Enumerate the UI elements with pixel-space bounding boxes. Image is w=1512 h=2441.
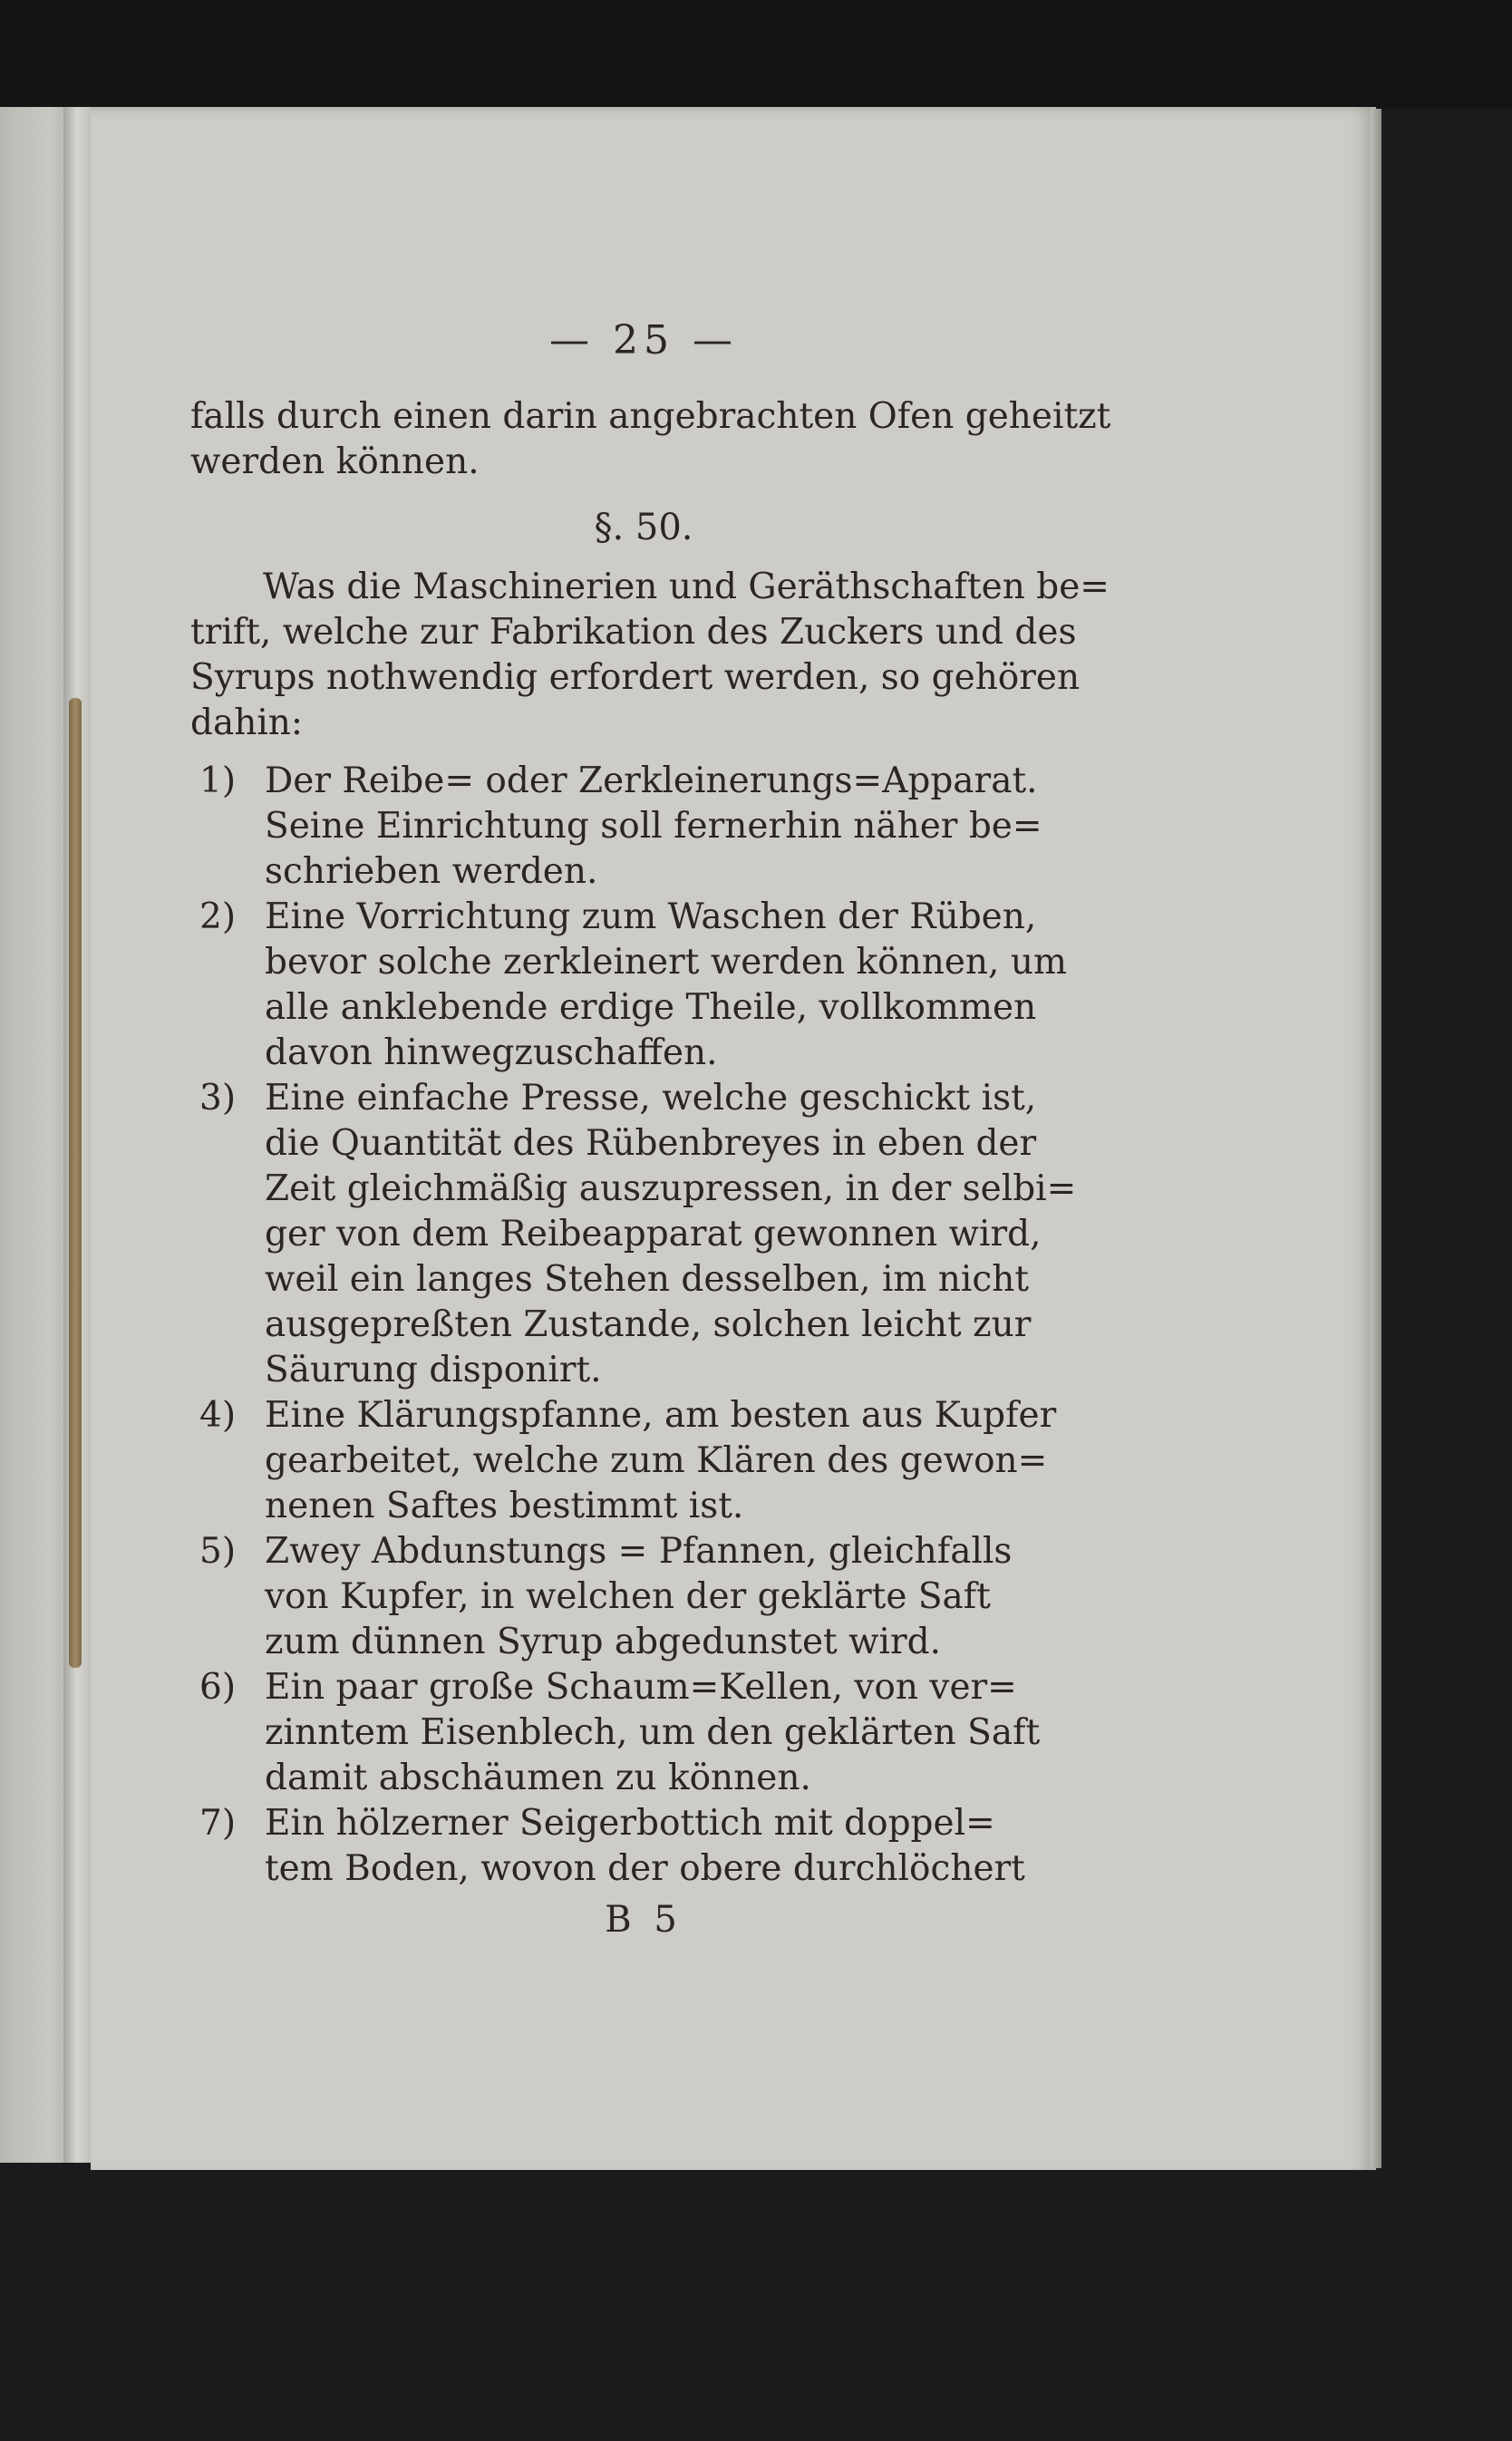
text-line: falls durch einen darin angebrachten Ofen geheitzt <box>190 396 1111 437</box>
list-number: 2) <box>199 896 237 937</box>
text-line: werden können. <box>190 441 480 482</box>
list-number: 7) <box>199 1803 237 1844</box>
text-line: Der Reibe= oder Zerkleinerungs=Apparat. <box>265 760 1038 801</box>
text-line: ausgepreßten Zustande, solchen leicht zur <box>265 1304 1032 1345</box>
list-number: 5) <box>199 1531 237 1572</box>
text-line: weil ein langes Stehen desselben, im nicht <box>265 1259 1030 1300</box>
text-line: Ein hölzerner Seigerbottich mit doppel= <box>265 1803 995 1844</box>
text-line: gearbeitet, welche zum Klären des gewon= <box>265 1440 1048 1481</box>
text-line: zinntem Eisenblech, um den geklärten Saft <box>265 1712 1041 1753</box>
text-line: alle anklebende erdige Theile, vollkommen <box>265 987 1037 1028</box>
list-item <box>190 759 1097 895</box>
text-line: Eine einfache Presse, welche geschickt ist, <box>265 1078 1037 1119</box>
list-item <box>190 895 1097 1076</box>
text-line: Was die Maschinerien und Geräthschaften be= <box>263 567 1110 607</box>
text-line: zum dünnen Syrup abgedunstet wird. <box>265 1622 941 1662</box>
text-line: Syrups nothwendig erfordert werden, so gehören <box>190 657 1081 698</box>
intro-paragraph <box>190 565 1110 746</box>
list-item <box>190 1801 1097 1892</box>
text-line: Zwey Abdunstungs = Pfannen, gleichfalls <box>265 1531 1013 1572</box>
page-number: — 25 — <box>549 317 738 363</box>
spine-binding <box>69 698 82 1668</box>
text-line: davon hinwegzuschaffen. <box>265 1032 718 1073</box>
text-line: Ein paar große Schaum=Kellen, von ver= <box>265 1667 1017 1708</box>
text-line: Eine Vorrichtung zum Waschen der Rüben, <box>265 896 1037 937</box>
text-line: die Quantität des Rübenbreyes in eben der <box>265 1123 1037 1164</box>
list-item <box>190 1076 1097 1393</box>
opening-paragraph <box>190 394 1111 485</box>
list-number: 4) <box>199 1395 237 1436</box>
text-line: tem Boden, wovon der obere durchlöchert <box>265 1848 1025 1889</box>
page-content <box>190 317 1111 1941</box>
text-line: Seine Einrichtung soll fernerhin näher be= <box>265 806 1042 847</box>
list-item <box>190 1529 1097 1665</box>
list-number: 6) <box>199 1667 237 1708</box>
text-line: Eine Klärungspfanne, am besten aus Kupfer <box>265 1395 1057 1436</box>
list-item <box>190 1393 1097 1529</box>
list-number: 3) <box>199 1078 237 1119</box>
text-line: Säurung disponirt. <box>265 1350 602 1390</box>
text-line: schrieben werden. <box>265 851 598 892</box>
text-line: von Kupfer, in welchen der geklärte Saft <box>265 1576 991 1617</box>
text-line: ger von dem Reibeapparat gewonnen wird, <box>265 1214 1042 1254</box>
scan-background <box>0 0 1512 109</box>
list-number: 1) <box>199 760 237 801</box>
page-edge <box>1371 109 1381 2168</box>
list-item <box>190 1665 1097 1801</box>
signature-mark: B 5 <box>605 1899 683 1941</box>
text-line: Zeit gleichmäßig auszupressen, in der selbi= <box>265 1168 1077 1209</box>
section-title: §. 50. <box>594 507 693 548</box>
text-line: nenen Saftes bestimmt ist. <box>265 1486 744 1526</box>
text-line: damit abschäumen zu können. <box>265 1758 811 1798</box>
text-line: bevor solche zerkleinert werden können, um <box>265 942 1067 983</box>
text-line: trift, welche zur Fabrikation des Zuckers und des <box>190 612 1077 653</box>
text-line: dahin: <box>190 702 304 743</box>
